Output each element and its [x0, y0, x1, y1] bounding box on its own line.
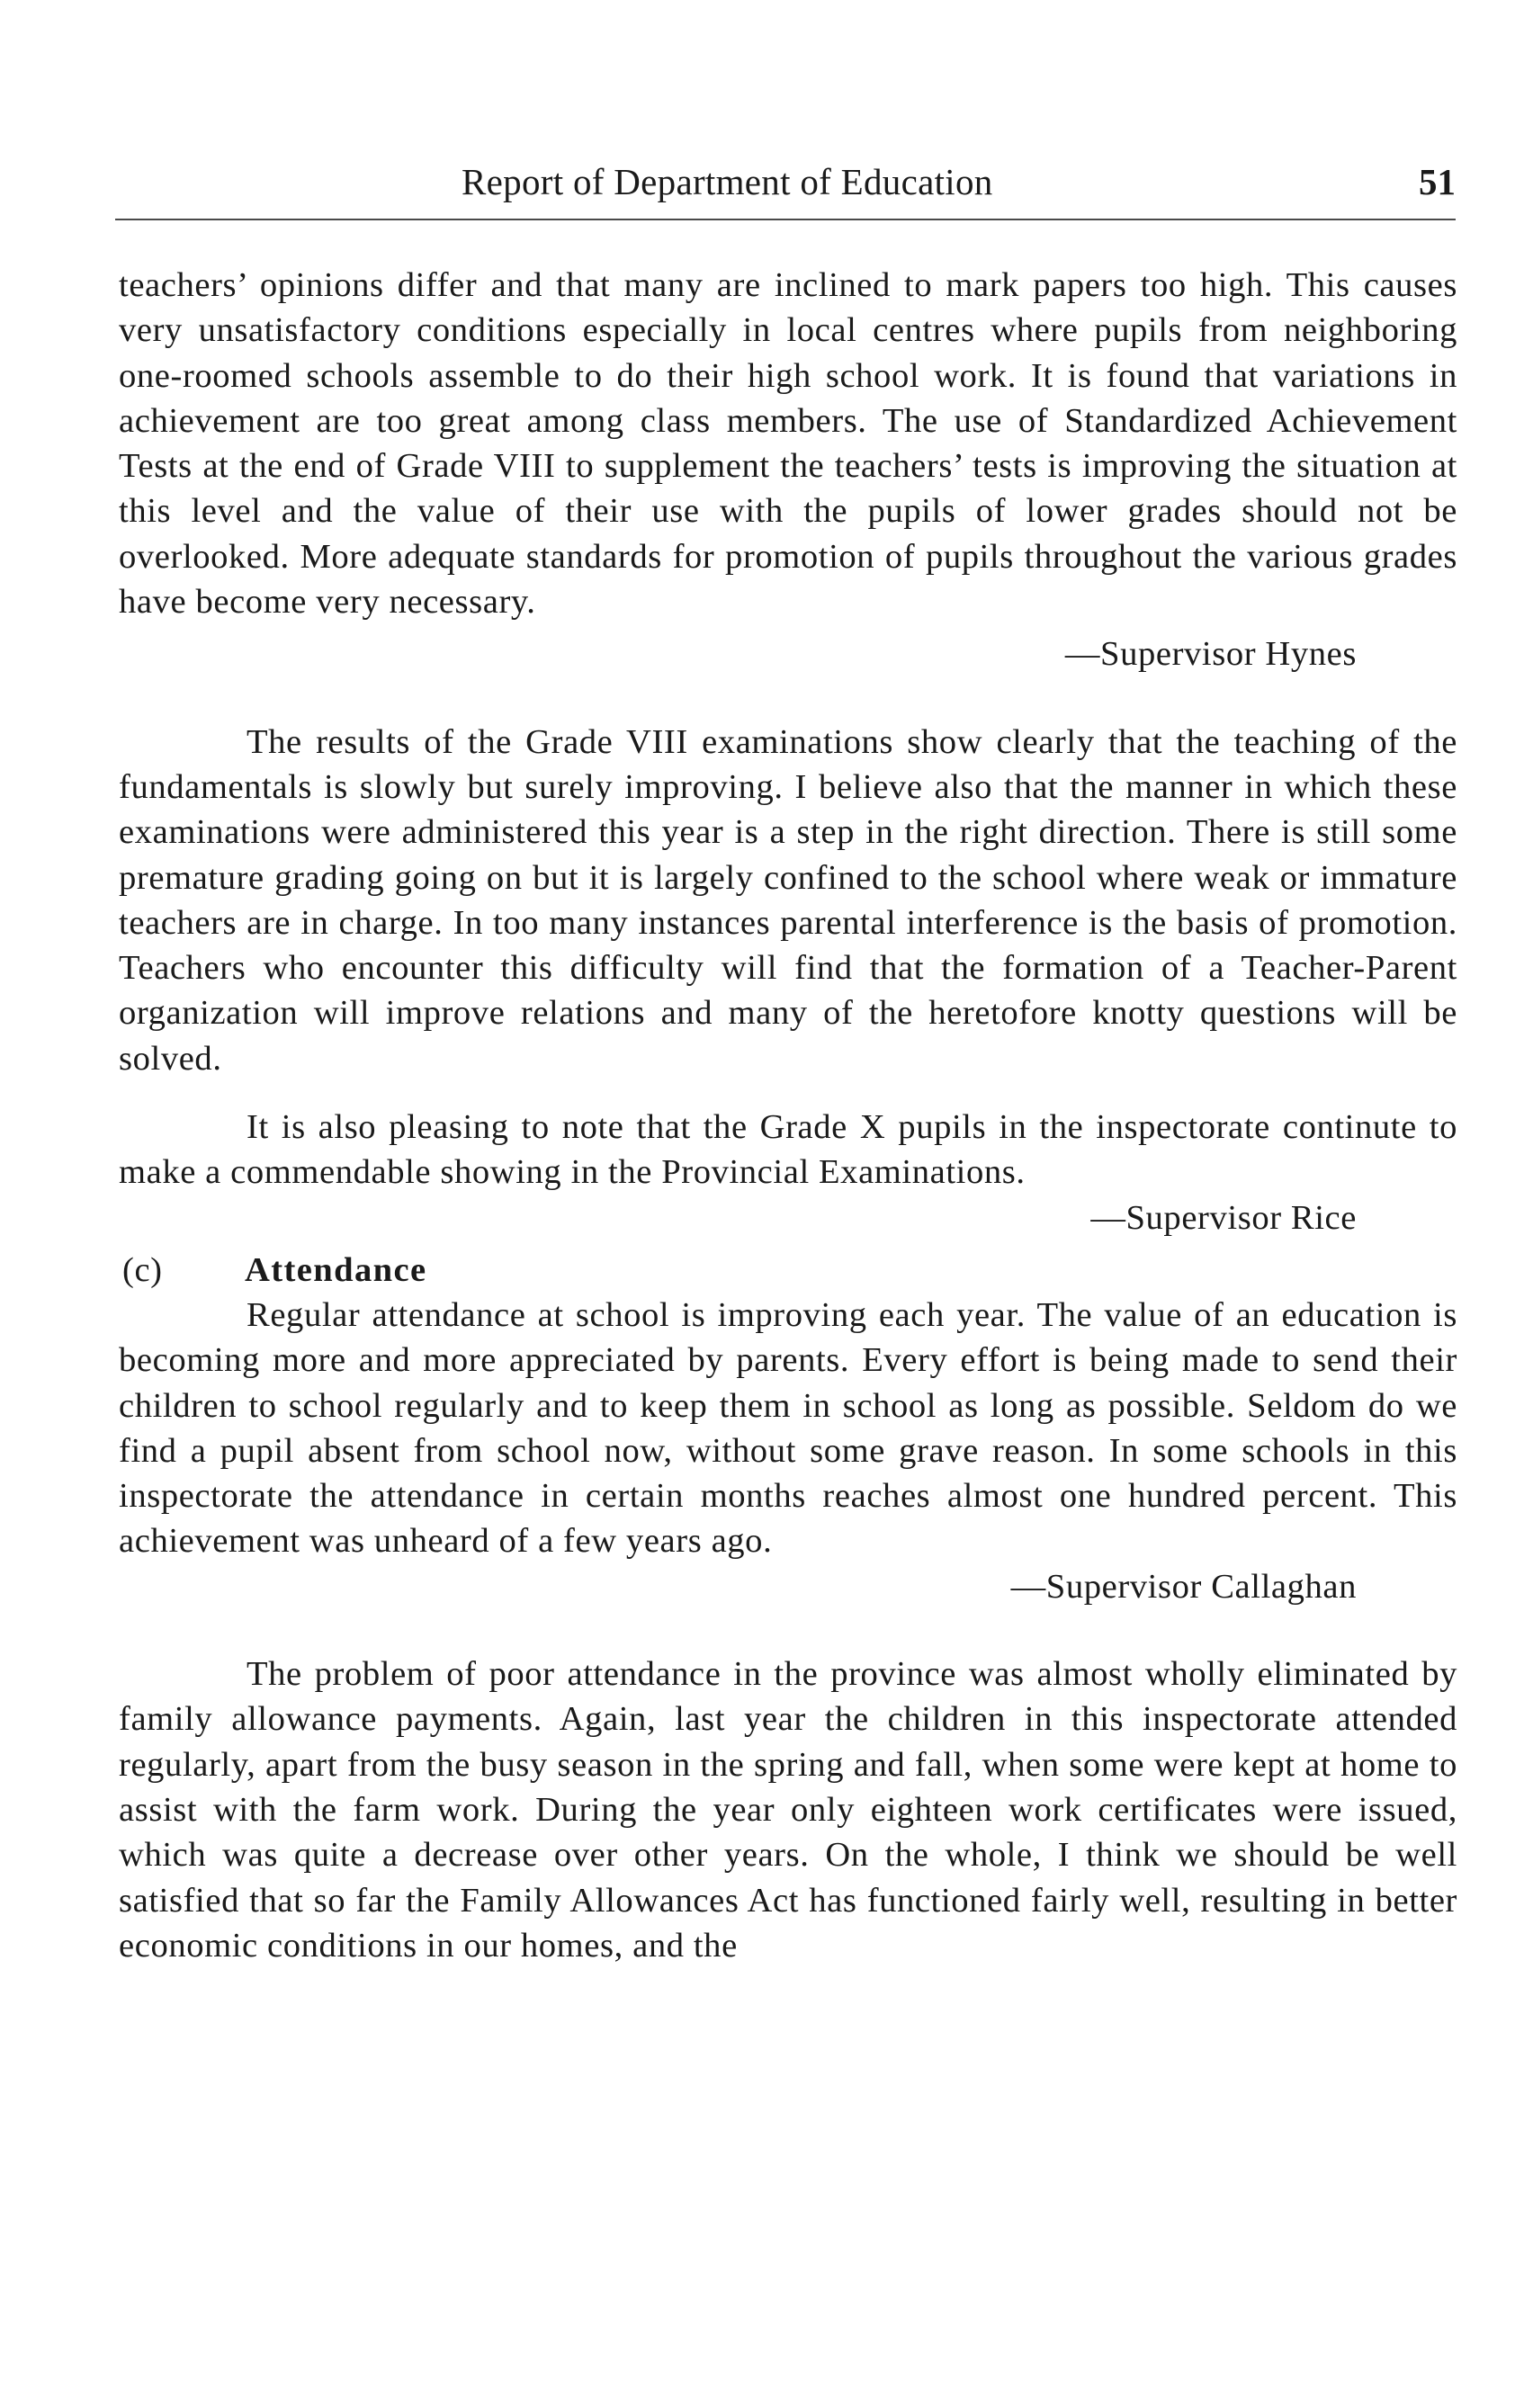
- section-label: (c): [122, 1250, 163, 1289]
- paragraph-grading-standards: teachers’ opinions differ and that many are inclined to mark papers too high. This causes very unsatisfactory conditions especially in local centres where pupils from neighboring one-roomed schools assemble to do their high school work. It is found that variations in achievement are too great among class members. The use of Standardized Achievement Tests at the end of Grade VIII to supplement the teachers’ tests is improving the situation at this level and the value of their use with the pupils of lower grades should not be overlooked. More adequate standards for promotion of pupils throughout the various grades have become very necessary.: [119, 266, 1457, 622]
- signature-supervisor-hynes: —Supervisor Hynes: [1064, 635, 1357, 674]
- running-header: [115, 160, 1456, 210]
- signature-supervisor-callaghan: —Supervisor Callaghan: [1010, 1567, 1357, 1606]
- signature-supervisor-rice: —Supervisor Rice: [1090, 1198, 1357, 1237]
- paragraph-grade-x-results: It is also pleasing to note that the Grade X pupils in the inspectorate continute to make a commendable showing in the Provincial Examinations.: [119, 1108, 1457, 1192]
- spacer: [119, 677, 1457, 720]
- spacer: [119, 624, 1457, 631]
- paragraph-grade-viii-results: The results of the Grade VIII examinations show clearly that the teaching of the fundamentals is slowly but surely improving. I believe also that the manner in which these examinations were administered this year is a step in the right direction. There is still some premature grading going on but it is largely confined to the school where weak or immature teachers are in charge. In too many instances parental interference is the basis of promotion. Teachers who encounter this difficulty will find that the formation of a Teacher-Parent organization will improve relations and many of the heretofore knotty questions will be solved.: [119, 722, 1457, 1078]
- spacer: [119, 1081, 1457, 1105]
- spacer: [119, 1240, 1457, 1248]
- spacer: [119, 1609, 1457, 1652]
- header-title: Report of Department of Education: [462, 161, 993, 202]
- section-heading-attendance: [119, 1248, 1457, 1293]
- section-title: Attendance: [245, 1250, 427, 1289]
- body-text: [119, 263, 1457, 1968]
- header-divider: [115, 219, 1456, 220]
- paragraph-attendance-improving: Regular attendance at school is improving each year. The value of an education is becoming more and more appreciated by parents. Every effort is being made to send their children to school regularly and to keep them in school as long as possible. Seldom do we find a pupil absent from school now, without some grave reason. In some schools in this inspectorate the attendance in certain months reaches almost one hundred percent. This achievement was unheard of a few years ago.: [119, 1295, 1457, 1561]
- paragraph-family-allowance: The problem of poor attendance in the province was almost wholly eliminated by family allowance payments. Again, last year the children in this inspectorate attended regularly, apart from the busy season in the spring and fall, when some were kept at home to assist with the farm work. During the year only eighteen work certificates were issued, which was quite a decrease over other years. On the whole, I think we should be well satisfied that so far the Family Allowances Act has functioned fairly well, resulting in better economic conditions in our homes, and the: [119, 1655, 1457, 1965]
- page-number: 51: [1419, 161, 1456, 202]
